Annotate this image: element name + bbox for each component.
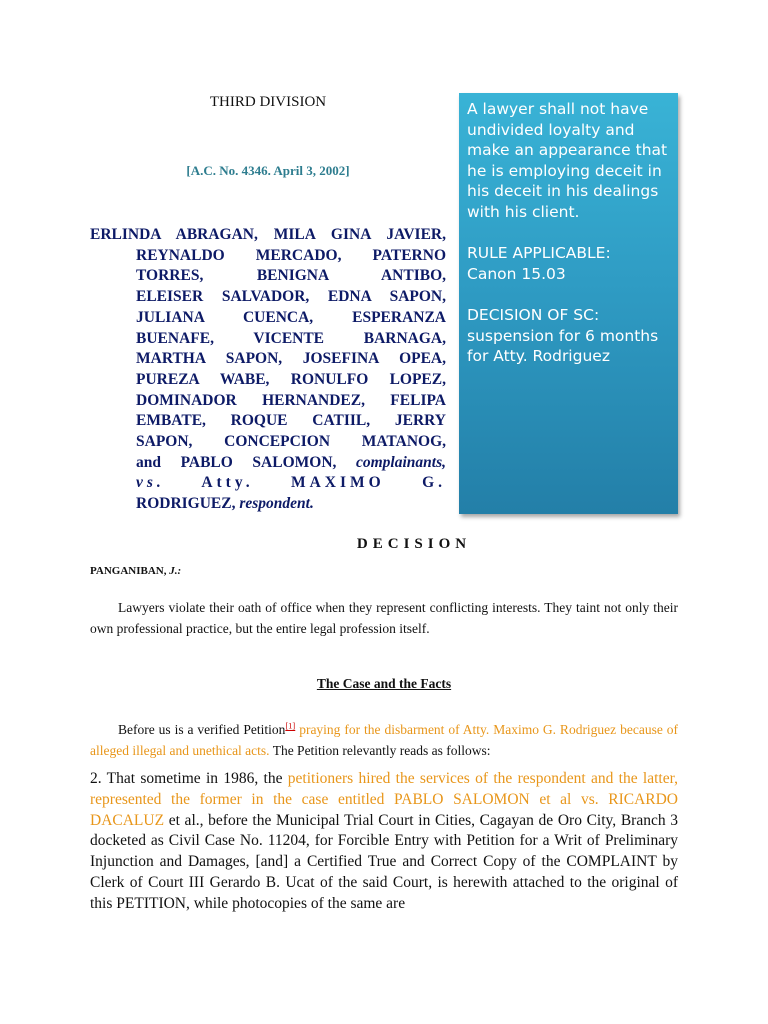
petition-tail: The Petition relevantly reads as follows: <box>269 742 491 758</box>
party-line-last <box>90 453 446 474</box>
complainants-label: complainants, <box>355 453 446 471</box>
petition-highlight: praying for the disbarment of Atty. Maximo G. Rodriguez because of alleged illegal and unethical acts. <box>90 722 678 758</box>
respondent-name-last: RODRIGUEZ, <box>136 495 236 513</box>
callout-decision-section <box>467 305 670 367</box>
callout-rule-text: A lawyer shall not have undivided loyalty and make an appearance that he is employing deceit in his deceit in his dealings with his client. <box>467 100 668 221</box>
quote-highlight: petitioners hired the services of the respondent and the latter, represented the former in the case entitled PABLO SALOMON et al vs. RICARDO DACALUZ <box>90 770 678 829</box>
ponente <box>90 565 181 577</box>
division-heading: THIRD DIVISION <box>209 94 327 110</box>
party-line: REYNALDO MERCADO, PATERNO <box>136 246 446 264</box>
party-line: PUREZA WABE, RONULFO LOPEZ, <box>136 370 446 388</box>
party-last-names: and PABLO SALOMON, <box>136 453 337 471</box>
quoted-petition <box>90 769 678 915</box>
party-line: BUENAFE, VICENTE BARNAGA, <box>136 329 446 347</box>
ponente-name: PANGANIBAN, <box>90 565 167 577</box>
party-line: ERLINDA ABRAGAN, MILA GINA JAVIER, <box>90 226 446 243</box>
callout-rule-value: Canon 15.03 <box>467 264 566 283</box>
party-line: JULIANA CUENCA, ESPERANZA <box>136 308 446 326</box>
callout-decision-heading: DECISION OF SC: <box>467 305 600 324</box>
versus-line <box>90 473 446 494</box>
party-line: SAPON, CONCEPCION MATANOG, <box>136 433 446 451</box>
respondent-line <box>90 494 446 515</box>
footnote-link[interactable]: [1] <box>285 720 296 731</box>
intro-paragraph: Lawyers violate their oath of office when they represent conflicting interests. They taint not only their own professional practice, but the entire legal profession itself. <box>90 600 678 636</box>
quote-tail: et al., before the Municipal Trial Court in Cities, Cagayan de Oro City, Branch 3 docketed as Civil Case No. 11204, for Forcible Entry with Petition for a Writ of Preliminary Injunction and Damages, [and] a Certified True and Correct Copy of the COMPLAINT by Clerk of Court III Gerardo B. Ucat of the said Court, is herewith attached to the original of this PETITION, while photocopies of the same are <box>90 811 678 912</box>
versus-label: vs. <box>136 474 165 492</box>
section-title: The Case and the Facts <box>316 676 452 691</box>
respondent-name-first: Atty. MAXIMO G. <box>201 474 446 492</box>
decision-title: DECISION <box>356 536 472 552</box>
party-line: TORRES, BENIGNA ANTIBO, <box>136 267 446 285</box>
party-line: EMBATE, ROQUE CATIIL, JERRY <box>136 412 446 430</box>
callout-rule-heading: RULE APPLICABLE: <box>467 244 611 263</box>
party-line: MARTHA SAPON, JOSEFINA OPEA, <box>136 350 446 368</box>
callout-rule-section <box>467 243 670 284</box>
quote-lead: 2. That sometime in 1986, the <box>90 770 288 787</box>
party-line: DOMINADOR HERNANDEZ, FELIPA <box>136 391 446 409</box>
party-line: ELEISER SALVADOR, EDNA SAPON, <box>136 288 446 306</box>
summary-callout-box <box>459 93 678 514</box>
respondent-label: respondent. <box>239 495 314 513</box>
case-citation: [A.C. No. 4346. April 3, 2002] <box>186 163 350 178</box>
petition-lead: Before us is a verified Petition <box>118 722 286 737</box>
parties-block <box>90 225 446 515</box>
callout-decision-value: suspension for 6 months for Atty. Rodriguez <box>467 326 659 366</box>
petition-paragraph <box>90 720 678 761</box>
ponente-suffix: J.: <box>169 565 182 577</box>
